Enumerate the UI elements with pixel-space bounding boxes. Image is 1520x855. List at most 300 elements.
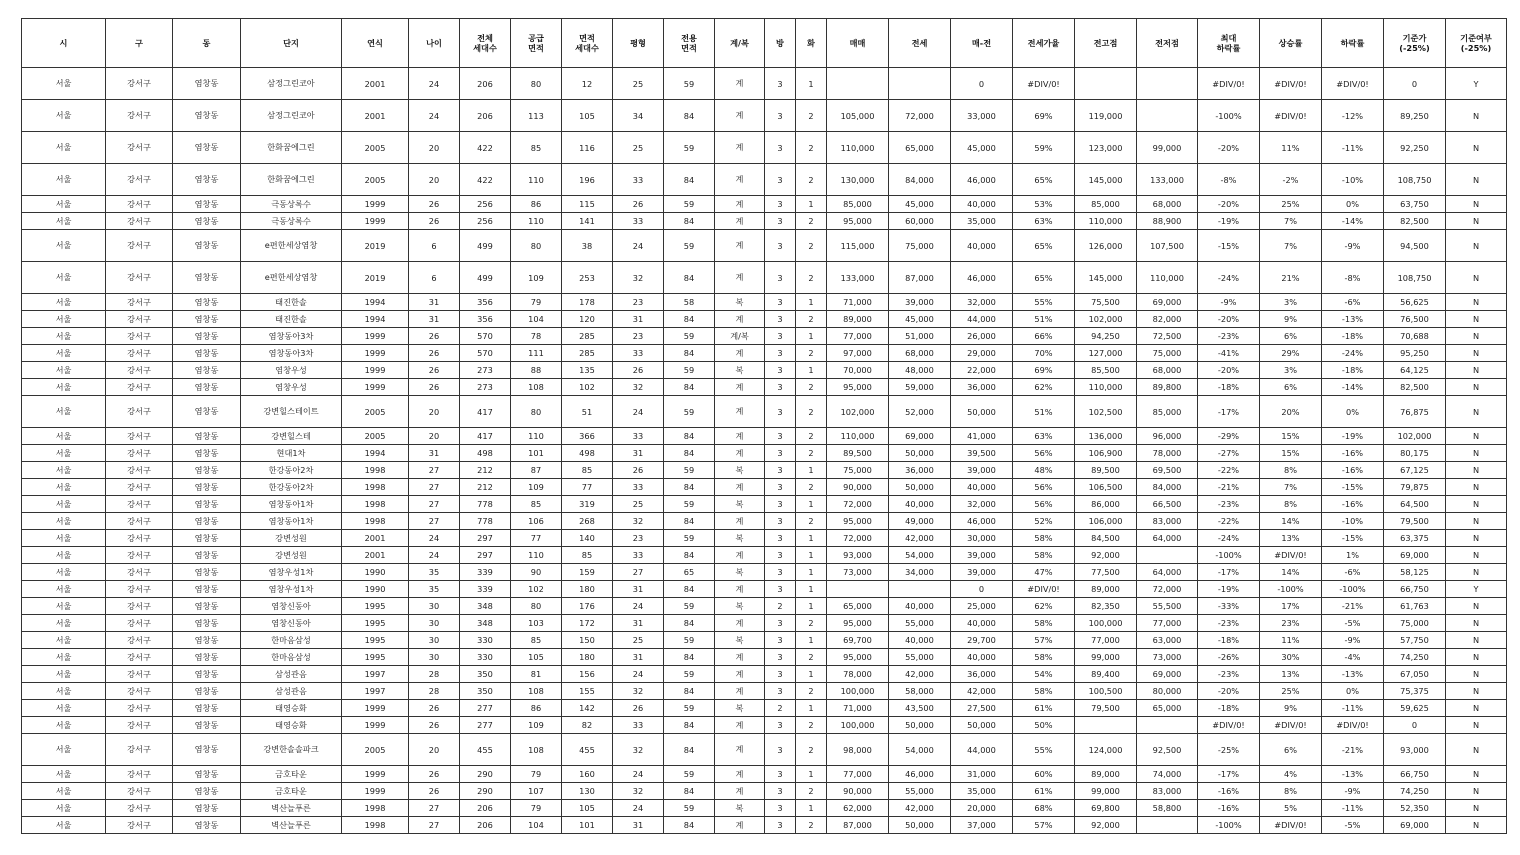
table-cell[interactable]: 0%	[1322, 683, 1384, 700]
table-cell[interactable]: 69,700	[827, 632, 889, 649]
table-cell[interactable]: 290	[460, 783, 511, 800]
table-cell[interactable]: 1999	[342, 328, 409, 345]
table-cell[interactable]: 40,000	[951, 230, 1013, 262]
table-cell[interactable]: 1	[796, 700, 827, 717]
table-cell[interactable]: 110	[511, 547, 562, 564]
table-cell[interactable]: 88,900	[1137, 213, 1198, 230]
table-cell[interactable]: 1997	[342, 666, 409, 683]
table-cell[interactable]: -10%	[1322, 164, 1384, 196]
table-cell[interactable]: 2	[765, 700, 796, 717]
table-cell[interactable]: 61,763	[1384, 598, 1446, 615]
table-cell[interactable]: 159	[562, 564, 613, 581]
table-cell[interactable]: 강서구	[106, 547, 173, 564]
table-cell[interactable]: 한강동아2차	[241, 479, 342, 496]
table-cell[interactable]: N	[1446, 164, 1507, 196]
table-cell[interactable]: 1	[796, 496, 827, 513]
table-cell[interactable]: 0	[1384, 68, 1446, 100]
table-cell[interactable]: 27	[409, 513, 460, 530]
table-cell[interactable]: 75,000	[889, 230, 951, 262]
table-cell[interactable]: 염창동	[173, 164, 241, 196]
table-cell[interactable]: 297	[460, 530, 511, 547]
table-cell[interactable]: 염창동	[173, 396, 241, 428]
table-cell[interactable]: 63%	[1013, 428, 1075, 445]
table-cell[interactable]: 3	[765, 683, 796, 700]
table-cell[interactable]: 15%	[1260, 428, 1322, 445]
table-cell[interactable]: 63,750	[1384, 196, 1446, 213]
table-cell[interactable]: 350	[460, 666, 511, 683]
table-cell[interactable]: -16%	[1322, 496, 1384, 513]
table-cell[interactable]: 염창동	[173, 328, 241, 345]
table-cell[interactable]: 90	[511, 564, 562, 581]
table-cell[interactable]: 2001	[342, 100, 409, 132]
table-cell[interactable]: 105	[562, 100, 613, 132]
table-cell[interactable]: 금호타운	[241, 766, 342, 783]
table-cell[interactable]: 1999	[342, 700, 409, 717]
table-cell[interactable]: -19%	[1322, 428, 1384, 445]
table-cell[interactable]: 81	[511, 666, 562, 683]
table-cell[interactable]: 40,000	[951, 479, 1013, 496]
table-cell[interactable]: 27	[409, 462, 460, 479]
table-cell[interactable]: 268	[562, 513, 613, 530]
table-cell[interactable]: -18%	[1198, 700, 1260, 717]
table-cell[interactable]: 206	[460, 100, 511, 132]
table-cell[interactable]: -5%	[1322, 817, 1384, 834]
table-cell[interactable]: -23%	[1198, 496, 1260, 513]
table-cell[interactable]: 강서구	[106, 479, 173, 496]
table-cell[interactable]: 서울	[22, 164, 106, 196]
table-cell[interactable]: 94,250	[1075, 328, 1137, 345]
table-cell[interactable]: 25%	[1260, 196, 1322, 213]
table-cell[interactable]: 79	[511, 766, 562, 783]
table-cell[interactable]: -12%	[1322, 100, 1384, 132]
table-cell[interactable]: -100%	[1198, 817, 1260, 834]
table-cell[interactable]: 84	[664, 649, 715, 666]
table-cell[interactable]: 30,000	[951, 530, 1013, 547]
table-cell[interactable]: N	[1446, 734, 1507, 766]
table-cell[interactable]: N	[1446, 213, 1507, 230]
table-cell[interactable]: N	[1446, 479, 1507, 496]
table-cell[interactable]: 강서구	[106, 345, 173, 362]
table-cell[interactable]: 77,000	[1075, 632, 1137, 649]
table-cell[interactable]: 82	[562, 717, 613, 734]
table-cell[interactable]: 33,000	[951, 100, 1013, 132]
table-cell[interactable]: 26	[409, 717, 460, 734]
table-cell[interactable]: 339	[460, 564, 511, 581]
table-cell[interactable]: 82,350	[1075, 598, 1137, 615]
table-cell[interactable]: 1	[796, 294, 827, 311]
table-cell[interactable]: 32	[613, 262, 664, 294]
table-cell[interactable]: 78,000	[827, 666, 889, 683]
table-cell[interactable]: 130,000	[827, 164, 889, 196]
table-cell[interactable]: 3	[765, 649, 796, 666]
table-cell[interactable]: 69%	[1013, 362, 1075, 379]
table-cell[interactable]: 350	[460, 683, 511, 700]
table-cell[interactable]: 24	[409, 100, 460, 132]
table-cell[interactable]: 40,000	[951, 615, 1013, 632]
table-cell[interactable]: 84	[664, 100, 715, 132]
table-cell[interactable]: 7%	[1260, 479, 1322, 496]
table-cell[interactable]: 1998	[342, 800, 409, 817]
table-cell[interactable]: 108	[511, 734, 562, 766]
table-cell[interactable]: 복	[715, 598, 765, 615]
table-cell[interactable]: 77,000	[827, 766, 889, 783]
table-cell[interactable]: 61%	[1013, 783, 1075, 800]
table-cell[interactable]: 3	[765, 496, 796, 513]
table-cell[interactable]: 59	[664, 328, 715, 345]
table-cell[interactable]: -17%	[1198, 396, 1260, 428]
table-cell[interactable]: 35,000	[951, 213, 1013, 230]
table-cell[interactable]: 356	[460, 311, 511, 328]
table-cell[interactable]: 23	[613, 328, 664, 345]
table-cell[interactable]: 32	[613, 513, 664, 530]
table-cell[interactable]: 6%	[1260, 379, 1322, 396]
table-cell[interactable]: 24	[613, 396, 664, 428]
table-cell[interactable]: 31	[613, 311, 664, 328]
table-cell[interactable]: 강서구	[106, 428, 173, 445]
table-cell[interactable]: 한화꿈에그린	[241, 132, 342, 164]
table-cell[interactable]: 0	[1384, 717, 1446, 734]
table-cell[interactable]: 32	[613, 783, 664, 800]
table-cell[interactable]: 서울	[22, 362, 106, 379]
table-cell[interactable]: 39,000	[951, 462, 1013, 479]
table-cell[interactable]: 강서구	[106, 496, 173, 513]
table-cell[interactable]: N	[1446, 230, 1507, 262]
table-cell[interactable]: 염창신동아	[241, 598, 342, 615]
table-cell[interactable]: 422	[460, 132, 511, 164]
table-cell[interactable]: 서울	[22, 345, 106, 362]
table-cell[interactable]: -41%	[1198, 345, 1260, 362]
table-cell[interactable]: 73,000	[1137, 649, 1198, 666]
table-cell[interactable]: 6%	[1260, 328, 1322, 345]
table-cell[interactable]: 330	[460, 632, 511, 649]
table-cell[interactable]: 계	[715, 817, 765, 834]
table-cell[interactable]: 570	[460, 345, 511, 362]
table-cell[interactable]: 26	[409, 196, 460, 213]
table-cell[interactable]: 90,000	[827, 479, 889, 496]
table-cell[interactable]: 강서구	[106, 362, 173, 379]
table-cell[interactable]: 6	[409, 262, 460, 294]
table-cell[interactable]: 서울	[22, 68, 106, 100]
table-cell[interactable]: 51%	[1013, 396, 1075, 428]
table-cell[interactable]: 256	[460, 196, 511, 213]
table-cell[interactable]: -16%	[1322, 445, 1384, 462]
table-cell[interactable]: 25%	[1260, 683, 1322, 700]
table-cell[interactable]: 3	[765, 513, 796, 530]
table-cell[interactable]: 염창동	[173, 213, 241, 230]
table-cell[interactable]: 55,000	[889, 615, 951, 632]
table-cell[interactable]: N	[1446, 262, 1507, 294]
table-cell[interactable]: 160	[562, 766, 613, 783]
table-cell[interactable]: 85	[562, 547, 613, 564]
table-cell[interactable]: 서울	[22, 598, 106, 615]
table-cell[interactable]: 3	[765, 462, 796, 479]
table-cell[interactable]: 39,500	[951, 445, 1013, 462]
table-cell[interactable]: 35,000	[951, 783, 1013, 800]
table-cell[interactable]: 염창동아1차	[241, 513, 342, 530]
table-cell[interactable]: N	[1446, 428, 1507, 445]
table-cell[interactable]: 30	[409, 598, 460, 615]
table-cell[interactable]: 256	[460, 213, 511, 230]
table-cell[interactable]: -24%	[1198, 262, 1260, 294]
table-cell[interactable]: 서울	[22, 479, 106, 496]
table-cell[interactable]: 31,000	[951, 766, 1013, 783]
table-cell[interactable]: 65%	[1013, 230, 1075, 262]
table-cell[interactable]: 태영승화	[241, 717, 342, 734]
table-cell[interactable]: 110,000	[1137, 262, 1198, 294]
table-cell[interactable]: 68%	[1013, 800, 1075, 817]
table-cell[interactable]: 3	[765, 262, 796, 294]
table-cell[interactable]: 서울	[22, 379, 106, 396]
table-cell[interactable]: 63,375	[1384, 530, 1446, 547]
column-header[interactable]: 기준여부 (-25%)	[1446, 19, 1507, 68]
table-cell[interactable]: 1%	[1322, 547, 1384, 564]
table-cell[interactable]: 98,000	[827, 734, 889, 766]
table-cell[interactable]: 55%	[1013, 734, 1075, 766]
table-cell[interactable]: 강서구	[106, 598, 173, 615]
table-cell[interactable]: 106,000	[1075, 513, 1137, 530]
table-cell[interactable]: 59	[664, 496, 715, 513]
table-cell[interactable]: 64,000	[1137, 564, 1198, 581]
table-cell[interactable]: 8%	[1260, 496, 1322, 513]
table-cell[interactable]: 20,000	[951, 800, 1013, 817]
table-cell[interactable]: 26	[409, 700, 460, 717]
table-cell[interactable]: 89,500	[827, 445, 889, 462]
table-cell[interactable]: 142	[562, 700, 613, 717]
table-cell[interactable]: 1999	[342, 783, 409, 800]
table-cell[interactable]: 77,000	[827, 328, 889, 345]
table-cell[interactable]: 계	[715, 428, 765, 445]
table-cell[interactable]: -20%	[1198, 362, 1260, 379]
table-cell[interactable]: 66%	[1013, 328, 1075, 345]
table-cell[interactable]: 68,000	[889, 345, 951, 362]
table-cell[interactable]: 85,000	[827, 196, 889, 213]
table-cell[interactable]: 71,000	[827, 294, 889, 311]
table-cell[interactable]: -100%	[1260, 581, 1322, 598]
table-cell[interactable]: 22,000	[951, 362, 1013, 379]
table-cell[interactable]: 계	[715, 100, 765, 132]
table-cell[interactable]: 염창동	[173, 564, 241, 581]
table-cell[interactable]: 99,000	[1137, 132, 1198, 164]
table-cell[interactable]	[827, 581, 889, 598]
table-cell[interactable]: 염창동	[173, 683, 241, 700]
table-cell[interactable]: 100,000	[827, 683, 889, 700]
table-cell[interactable]: 40,000	[889, 598, 951, 615]
table-cell[interactable]: 염창동	[173, 700, 241, 717]
table-cell[interactable]: 11%	[1260, 132, 1322, 164]
table-cell[interactable]: 78	[511, 328, 562, 345]
table-cell[interactable]: 6	[409, 230, 460, 262]
column-header[interactable]: 화	[796, 19, 827, 68]
table-cell[interactable]: 92,500	[1137, 734, 1198, 766]
table-cell[interactable]: -11%	[1322, 132, 1384, 164]
table-cell[interactable]: 1998	[342, 479, 409, 496]
table-cell[interactable]: 92,000	[1075, 817, 1137, 834]
table-cell[interactable]: -4%	[1322, 649, 1384, 666]
table-cell[interactable]: 89,000	[827, 311, 889, 328]
table-cell[interactable]: 2	[796, 345, 827, 362]
table-cell[interactable]: 180	[562, 581, 613, 598]
table-cell[interactable]: 3	[765, 230, 796, 262]
table-cell[interactable]: 서울	[22, 328, 106, 345]
table-cell[interactable]: 40,000	[889, 496, 951, 513]
table-cell[interactable]: 서울	[22, 262, 106, 294]
table-cell[interactable]: 염창동	[173, 766, 241, 783]
table-cell[interactable]: 106,900	[1075, 445, 1137, 462]
table-cell[interactable]: 2	[796, 428, 827, 445]
table-cell[interactable]: 82,000	[1137, 311, 1198, 328]
table-cell[interactable]: 23	[613, 294, 664, 311]
table-cell[interactable]: 80	[511, 598, 562, 615]
table-cell[interactable]: 서울	[22, 213, 106, 230]
table-cell[interactable]: 499	[460, 230, 511, 262]
table-cell[interactable]: Y	[1446, 68, 1507, 100]
table-cell[interactable]: 염창동	[173, 817, 241, 834]
table-cell[interactable]: 서울	[22, 547, 106, 564]
table-cell[interactable]: 366	[562, 428, 613, 445]
table-cell[interactable]: 강서구	[106, 328, 173, 345]
table-cell[interactable]: 36,000	[889, 462, 951, 479]
table-cell[interactable]: 108	[511, 683, 562, 700]
table-cell[interactable]: 95,250	[1384, 345, 1446, 362]
table-cell[interactable]: 110,000	[827, 428, 889, 445]
table-cell[interactable]: -19%	[1198, 581, 1260, 598]
table-cell[interactable]: 강서구	[106, 132, 173, 164]
table-cell[interactable]: 77	[562, 479, 613, 496]
table-cell[interactable]: 서울	[22, 230, 106, 262]
table-cell[interactable]: 105	[511, 649, 562, 666]
table-cell[interactable]: 계	[715, 479, 765, 496]
table-cell[interactable]: 570	[460, 328, 511, 345]
table-cell[interactable]: 94,500	[1384, 230, 1446, 262]
table-cell[interactable]: -26%	[1198, 649, 1260, 666]
table-cell[interactable]: 69,500	[1137, 462, 1198, 479]
table-cell[interactable]: 63,000	[1137, 632, 1198, 649]
table-cell[interactable]: 25	[613, 496, 664, 513]
table-cell[interactable]: 0%	[1322, 196, 1384, 213]
table-cell[interactable]: 계	[715, 345, 765, 362]
table-cell[interactable]: 77,000	[1137, 615, 1198, 632]
table-cell[interactable]: 서울	[22, 530, 106, 547]
table-cell[interactable]: 89,400	[1075, 666, 1137, 683]
table-cell[interactable]: 복	[715, 294, 765, 311]
table-cell[interactable]: 12	[562, 68, 613, 100]
table-cell[interactable]: 30	[409, 632, 460, 649]
table-cell[interactable]: 염창동	[173, 547, 241, 564]
table-cell[interactable]: 145,000	[1075, 262, 1137, 294]
table-cell[interactable]: 3	[765, 564, 796, 581]
table-cell[interactable]: 39,000	[951, 547, 1013, 564]
table-cell[interactable]: 77,500	[1075, 564, 1137, 581]
table-cell[interactable]: 51%	[1013, 311, 1075, 328]
table-cell[interactable]: 75,000	[1137, 345, 1198, 362]
table-cell[interactable]: 59	[664, 800, 715, 817]
table-cell[interactable]: 33	[613, 547, 664, 564]
table-cell[interactable]: 45,000	[889, 311, 951, 328]
table-cell[interactable]: 1998	[342, 817, 409, 834]
table-cell[interactable]: 20	[409, 734, 460, 766]
table-cell[interactable]: -21%	[1322, 598, 1384, 615]
table-cell[interactable]: 서울	[22, 462, 106, 479]
table-cell[interactable]: 2	[796, 615, 827, 632]
table-cell[interactable]: 85,500	[1075, 362, 1137, 379]
table-cell[interactable]: 110	[511, 164, 562, 196]
table-cell[interactable]: 33	[613, 345, 664, 362]
table-cell[interactable]: 벽산늘푸른	[241, 817, 342, 834]
table-cell[interactable]: N	[1446, 615, 1507, 632]
table-cell[interactable]: 77	[511, 530, 562, 547]
table-cell[interactable]: 59	[664, 362, 715, 379]
table-cell[interactable]: 67,125	[1384, 462, 1446, 479]
table-cell[interactable]: 0%	[1322, 396, 1384, 428]
table-cell[interactable]: -22%	[1198, 462, 1260, 479]
table-cell[interactable]: 강서구	[106, 564, 173, 581]
table-cell[interactable]: 46,000	[951, 262, 1013, 294]
table-cell[interactable]: 50,000	[889, 445, 951, 462]
column-header[interactable]: 시	[22, 19, 106, 68]
table-cell[interactable]: 서울	[22, 700, 106, 717]
table-cell[interactable]: 93,000	[827, 547, 889, 564]
table-cell[interactable]: 2019	[342, 230, 409, 262]
table-cell[interactable]: 59	[664, 132, 715, 164]
table-cell[interactable]: 극동상록수	[241, 213, 342, 230]
table-cell[interactable]: 복	[715, 564, 765, 581]
table-cell[interactable]: -18%	[1322, 362, 1384, 379]
table-cell[interactable]: 75,375	[1384, 683, 1446, 700]
table-cell[interactable]: 55%	[1013, 294, 1075, 311]
table-cell[interactable]	[1137, 68, 1198, 100]
table-cell[interactable]: 56,625	[1384, 294, 1446, 311]
table-cell[interactable]: 59	[664, 666, 715, 683]
table-cell[interactable]: 50,000	[951, 717, 1013, 734]
table-cell[interactable]: 348	[460, 615, 511, 632]
table-cell[interactable]: 116	[562, 132, 613, 164]
table-cell[interactable]: 69,000	[1137, 294, 1198, 311]
table-cell[interactable]: N	[1446, 513, 1507, 530]
table-cell[interactable]: 서울	[22, 766, 106, 783]
table-cell[interactable]: 102	[562, 379, 613, 396]
table-cell[interactable]: 계	[715, 783, 765, 800]
table-cell[interactable]: 1999	[342, 196, 409, 213]
table-cell[interactable]: 26	[409, 345, 460, 362]
table-cell[interactable]: 87,000	[889, 262, 951, 294]
table-cell[interactable]: 3	[765, 132, 796, 164]
table-cell[interactable]: 85,000	[1137, 396, 1198, 428]
table-cell[interactable]: N	[1446, 132, 1507, 164]
table-cell[interactable]: 태영승화	[241, 700, 342, 717]
table-cell[interactable]: 59,625	[1384, 700, 1446, 717]
table-cell[interactable]: -21%	[1198, 479, 1260, 496]
table-cell[interactable]: 서울	[22, 615, 106, 632]
table-cell[interactable]: 50%	[1013, 717, 1075, 734]
table-cell[interactable]: 강서구	[106, 530, 173, 547]
column-header[interactable]: 매-전	[951, 19, 1013, 68]
table-cell[interactable]: 61%	[1013, 700, 1075, 717]
table-cell[interactable]: -23%	[1198, 328, 1260, 345]
table-cell[interactable]: 108	[511, 379, 562, 396]
table-cell[interactable]: 염창동	[173, 649, 241, 666]
table-cell[interactable]: 1994	[342, 311, 409, 328]
table-cell[interactable]: 136,000	[1075, 428, 1137, 445]
table-cell[interactable]: 70,000	[827, 362, 889, 379]
table-cell[interactable]: -33%	[1198, 598, 1260, 615]
table-cell[interactable]: 3	[765, 783, 796, 800]
table-cell[interactable]: 24	[613, 230, 664, 262]
table-cell[interactable]: 20	[409, 164, 460, 196]
table-cell[interactable]: 1999	[342, 362, 409, 379]
table-cell[interactable]: N	[1446, 717, 1507, 734]
table-cell[interactable]: -18%	[1198, 379, 1260, 396]
table-cell[interactable]: 26	[409, 213, 460, 230]
